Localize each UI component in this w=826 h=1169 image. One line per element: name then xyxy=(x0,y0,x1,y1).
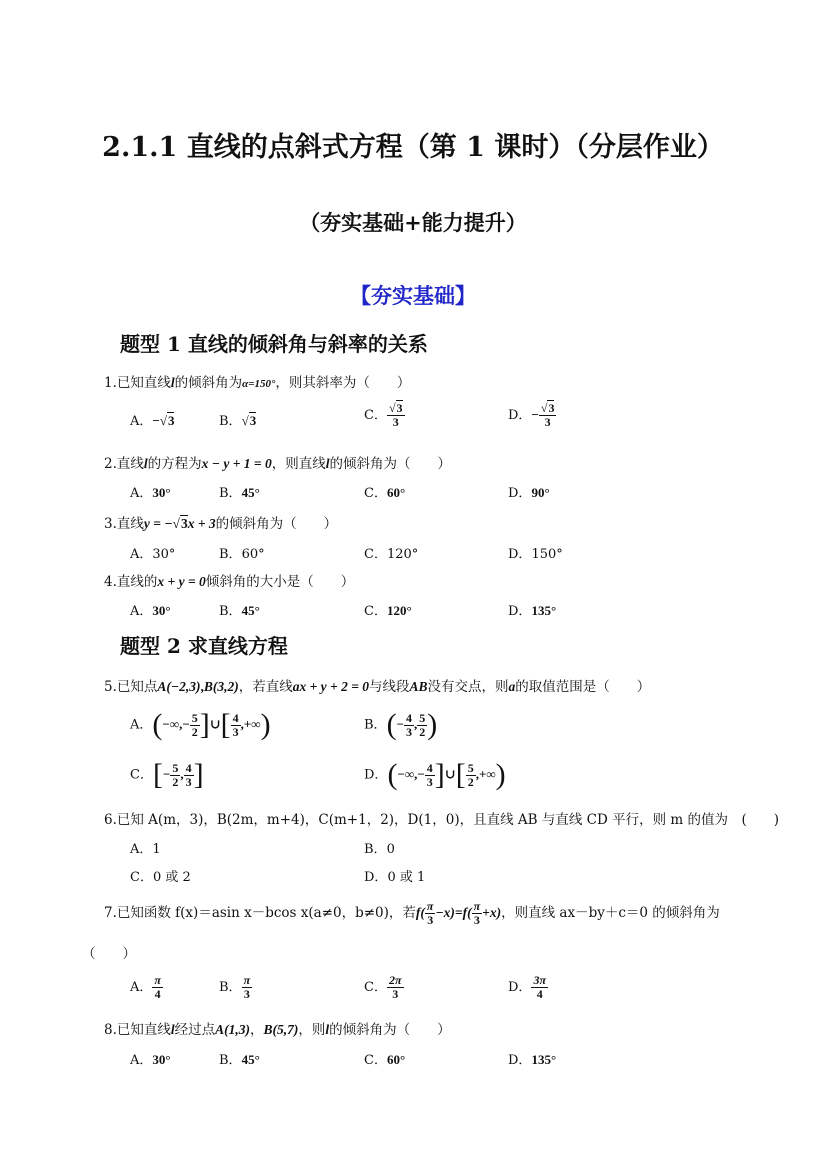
q5-option-b[interactable]: B．(− $\frac{4}{3}$ , $\frac{5}{2}$ ) xyxy=(364,708,438,741)
q7-option-b[interactable]: B． $\frac{\pi}{3}$ xyxy=(219,973,251,1001)
q8-option-c[interactable]: C．60° xyxy=(364,1052,406,1068)
q4-option-c[interactable]: C．120° xyxy=(364,603,412,619)
question-7: 7.已知函数 f(x)＝asin x－bcos x(a≠0，b≠0)，若f( $\frac{\pi}{3}$ −x)=f( $\frac{\pi}{3}$ +x)，则直线 ax－by＋c＝0 的倾斜角为 xyxy=(104,899,720,927)
question-8: 8.已知直线l经过点A(1,3)，B(5,7)，则l的倾斜角为（ ） xyxy=(104,1022,451,1038)
section-heading: 【夯实基础】 xyxy=(350,283,476,308)
q7-option-c[interactable]: C． $\frac{2\pi}{3}$ xyxy=(364,973,402,1001)
q6-option-c[interactable]: C．0 或 2 xyxy=(130,870,191,885)
question-6: 6.已知 A(m，3)，B(2m，m+4)，C(m+1，2)，D(1，0)，且直线 AB 与直线 CD 平行，则 m 的值为 ( ) xyxy=(104,812,779,828)
page-subtitle: （夯实基础+能力提升） xyxy=(299,210,527,235)
q4-option-b[interactable]: B．45° xyxy=(219,603,260,619)
q4-option-d[interactable]: D．135° xyxy=(508,603,557,619)
q3-option-c[interactable]: C．120° xyxy=(364,547,419,562)
q7-option-a[interactable]: A． $\frac{\pi}{4}$ xyxy=(130,973,161,1001)
q7-option-d[interactable]: D． $\frac{3\pi}{4}$ xyxy=(508,973,546,1001)
q5-option-c[interactable]: C．[− $\frac{5}{2}$ , $\frac{4}{3}$ ] xyxy=(130,758,204,791)
q8-option-b[interactable]: B．45° xyxy=(219,1052,260,1068)
question-5: 5.已知点A(−2,3),B(3,2)，若直线ax + y + 2 = 0与线段AB没有交点，则a的取值范围是（ ） xyxy=(104,679,651,695)
question-7-bracket: （ ） xyxy=(82,946,136,962)
q1-option-d[interactable]: D．− $\frac{√3}{3}$ xyxy=(508,401,555,429)
q6-option-a[interactable]: A．1 xyxy=(130,842,161,857)
q1-option-b[interactable]: B．√3 xyxy=(219,413,257,429)
page-title: 2.1.1 直线的点斜式方程（第 1 课时）（分层作业） xyxy=(102,132,724,163)
q8-option-d[interactable]: D．135° xyxy=(508,1052,557,1068)
q3-option-d[interactable]: D．150° xyxy=(508,547,563,562)
q6-option-d[interactable]: D．0 或 1 xyxy=(364,870,426,885)
q2-option-b[interactable]: B．45° xyxy=(219,485,260,501)
q5-option-a[interactable]: A．(−∞,− $\frac{5}{2}$ ]∪[ $\frac{4}{3}$ ,+∞) xyxy=(130,708,271,741)
q2-option-c[interactable]: C．60° xyxy=(364,485,406,501)
q3-option-a[interactable]: A．30° xyxy=(130,547,176,562)
topic-heading-2: 题型 2 求直线方程 xyxy=(120,634,288,658)
q3-option-b[interactable]: B．60° xyxy=(219,547,265,562)
question-2: 2.直线l的方程为x − y + 1 = 0，则直线l的倾斜角为（ ） xyxy=(104,456,451,472)
topic-heading-1: 题型 1 直线的倾斜角与斜率的关系 xyxy=(120,332,428,356)
question-3: 3.直线y = −√3x + 3的倾斜角为（ ） xyxy=(104,516,338,532)
q2-option-d[interactable]: D．90° xyxy=(508,485,550,501)
q1-option-a[interactable]: A．−√3 xyxy=(130,413,175,429)
q5-option-d[interactable]: D．(−∞,− $\frac{4}{3}$ ]∪[ $\frac{5}{2}$ ,+∞) xyxy=(364,758,506,791)
q1-option-c[interactable]: C． $\frac{√3}{3}$ xyxy=(364,401,403,429)
question-4: 4.直线的x + y = 0倾斜角的大小是（ ） xyxy=(104,574,355,590)
q6-option-b[interactable]: B．0 xyxy=(364,842,395,857)
q8-option-a[interactable]: A．30° xyxy=(130,1052,171,1068)
question-1: 1.已知直线l的倾斜角为α=150°，则其斜率为（ ） xyxy=(104,375,411,391)
q4-option-a[interactable]: A．30° xyxy=(130,603,171,619)
q2-option-a[interactable]: A．30° xyxy=(130,485,171,501)
